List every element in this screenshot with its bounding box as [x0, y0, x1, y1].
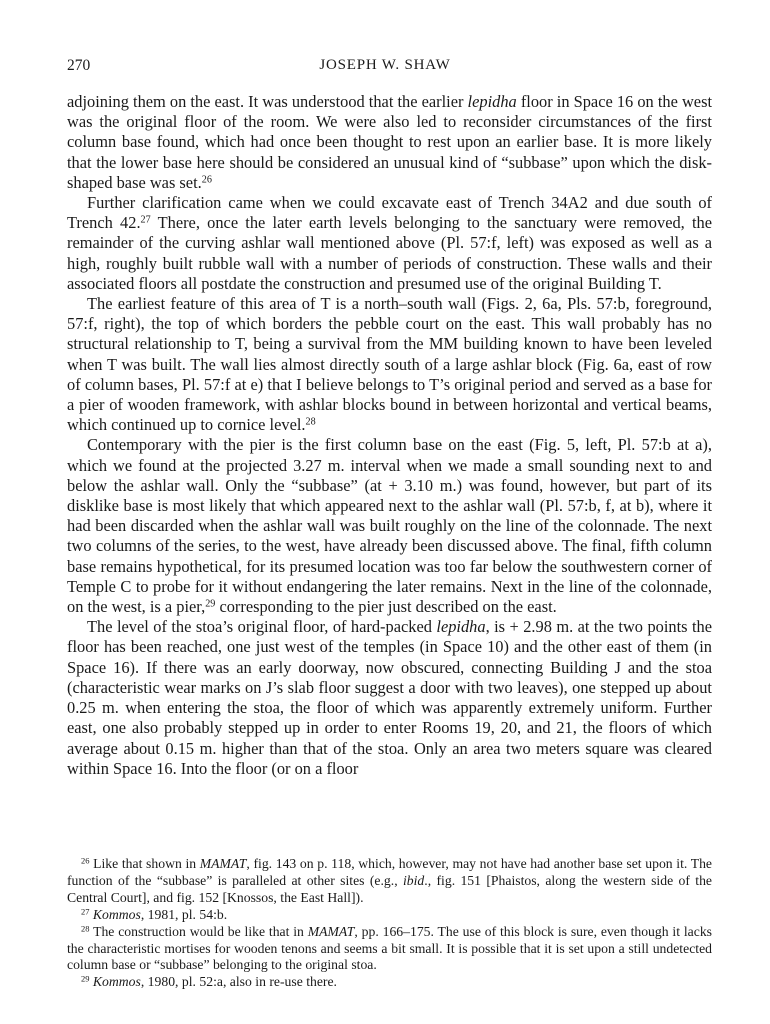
text-run: The earliest feature of this area of T is a north–south wall (Figs. 2, 6a, Pls. 57:b, foreground, 57:f, right), the top of which borders the pebble court on the east. This wall probably has no structural relationship to T, being a survival from the MM building known to have been leveled when T was built. The wall lies almost directly south of a large ashlar block (Fig. 6a, east of row of column bases, Pl. 57:f at e) that I believe belongs to T’s original period and served as a base for a pier of wooden framework, with ashlar blocks bound in between horizontal and vertical beams, which continued up to cornice level. — [67, 294, 712, 435]
footnote — [67, 856, 712, 907]
text-run: , pp. 166–175. The use of this block is sure, even though it lacks the characteristic mortises for wooden tenons and seems a bit small. It is possible that it is set upon a still undetected column base or “subbase” belonging to the original stoa. — [67, 923, 712, 973]
footnote-ref: 27 — [81, 906, 90, 917]
body-paragraph — [67, 193, 712, 294]
footnote-ref: 26 — [81, 855, 90, 866]
footnote-ref: 26 — [201, 174, 212, 186]
italic-term: lepidha — [467, 92, 517, 111]
body-text — [67, 92, 712, 779]
text-run: There, once the later earth levels belonging to the sanctuary were removed, the remainder of the curving ashlar wall mentioned above (Pl. 57:f, left) was exposed as well as a high, roughly built rubble wall with a number of periods of construction. These walls and their associated floors all postdate the construction and presumed use of the original Building T. — [67, 213, 713, 293]
text-run: Contemporary with the pier is the first column base on the east (Fig. 5, left, Pl. 57:b at a), which we found at the projected 3.27 m. interval when we made a small sounding next to and below the ashlar wall. Only the “subbase” (at + 3.10 m.) was found, however, but part of its disklike base is most likely that which appeared next to the ashlar wall (Pl. 57:b, f, at b), where it had been discarded when the ashlar wall was built roughly on the line of the colonnade. The next two columns of the series, to the west, have already been discussed above. The final, fifth column base remains hypothetical, for its presumed location was too far below the southwestern corner of Temple C to probe for it without endangering the later remains. Next in the line of the colonnade, on the west, is a pier, — [67, 435, 712, 617]
italic-term: MAMAT — [307, 923, 355, 939]
text-run: The construction would be like that in — [89, 923, 308, 939]
italic-term: Kommos — [92, 974, 141, 990]
footnotes — [67, 856, 712, 991]
text-run: The level of the stoa’s original floor, of hard-packed — [87, 617, 437, 637]
text-run: , is + 2.98 m. at the two points the floor has been reached, one just west of the temples (in Space 10) and the other east of them (in Space 16). If there was an early doorway, now obscured, connecting Building J and the stoa (characteristic wear marks on J’s slab floor suggest a door with two leaves), one stepped up about 0.25 m. when entering the stoa, the floor of which was apparently extremely uniform. Further east, one also probably stepped up in order to enter Rooms 19, 20, and 21, the floors of which average about 0.15 m. higher than that of the stoa. Only an area two meters square was cleared within Space 16. Into the floor (or on a floor — [67, 617, 713, 778]
footnote-ref: 29 — [81, 973, 90, 984]
text-run: Like that shown in — [89, 856, 200, 871]
text-run: corresponding to the pier just described on the east. — [215, 597, 557, 617]
body-paragraph — [67, 435, 712, 617]
text-run: , 1980, pl. 52:a, also in re-use there. — [140, 974, 337, 990]
running-head: JOSEPH W. SHAW — [319, 57, 451, 73]
footnote — [67, 907, 712, 924]
footnote — [67, 924, 712, 975]
page-number: 270 — [67, 57, 91, 74]
text-run: ., fig. 151 [Phaistos, along the western side of the Central Court], and fig. 152 [Knossos, the East Hall]). — [67, 872, 712, 905]
text-run: adjoining them on the east. It was understood that the earlier — [67, 92, 468, 111]
text-run: Further clarification came when we could excavate east of Trench 34A2 and due south of Trench 42. — [67, 193, 712, 233]
text-run: floor in Space 16 on the west was the original floor of the room. We were also led to reconsider circumstances of the first column base found, which had once been thought to rest upon an earlier base. It is more likely that the lower base here should be considered an unusual kind of “subbase” upon which the disk-shaped base was set. — [67, 92, 712, 192]
body-paragraph — [67, 617, 712, 779]
footnote-ref: 27 — [140, 214, 151, 226]
body-paragraph — [67, 92, 712, 193]
italic-term: ibid — [402, 872, 425, 888]
footnote-ref: 28 — [81, 922, 90, 933]
footnote-ref: 29 — [205, 598, 216, 610]
italic-term: lepidha — [436, 617, 486, 637]
footnote — [67, 974, 712, 991]
italic-term: MAMAT — [199, 856, 247, 871]
text-run: , 1981, pl. 54:b. — [140, 906, 228, 922]
footnote-ref: 28 — [305, 416, 316, 428]
italic-term: Kommos — [92, 906, 141, 922]
body-paragraph — [67, 294, 712, 435]
text-run: , fig. 143 on p. 118, which, however, may not have had another base set upon it. The function of the “subbase” is paralleled at other sites (e.g., — [67, 856, 712, 888]
